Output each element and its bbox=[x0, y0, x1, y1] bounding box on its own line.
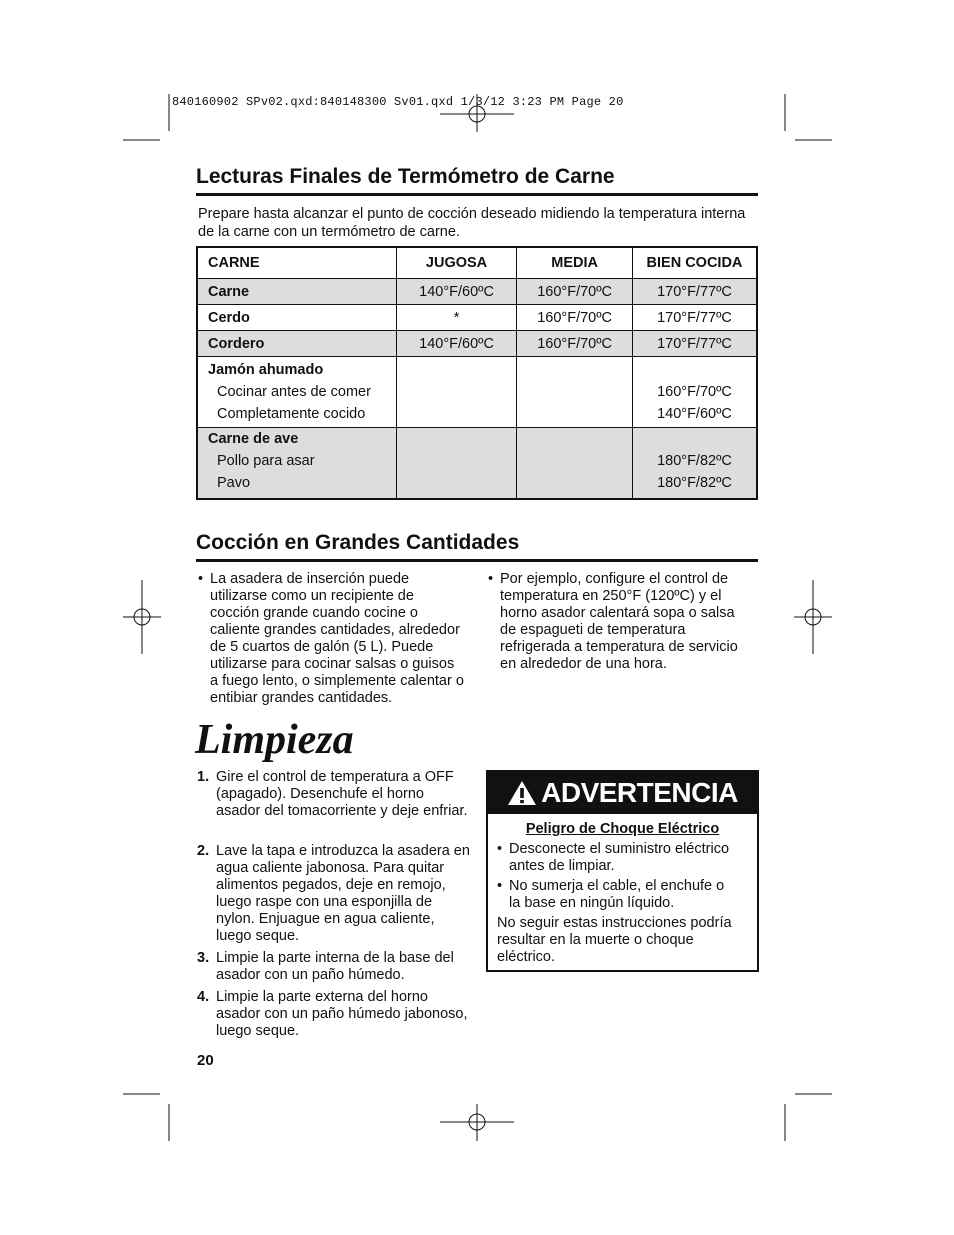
step-number: 2. bbox=[197, 843, 210, 859]
table-row-poultry bbox=[197, 428, 757, 500]
warning-title: ADVERTENCIA bbox=[541, 777, 738, 808]
bullet-mark: • bbox=[497, 841, 503, 857]
ham-temp: 160°F/70ºC bbox=[657, 384, 732, 400]
section-heading-thermometer: Lecturas Finales de Termómetro de Carne bbox=[196, 165, 758, 196]
step-number: 3. bbox=[197, 950, 210, 966]
cell-media: 160°F/70ºC bbox=[517, 279, 633, 305]
cell-jugosa bbox=[396, 357, 517, 428]
registration-mark-right bbox=[794, 580, 832, 654]
ham-temp: 140°F/60ºC bbox=[657, 406, 732, 422]
col-header-bien-cocida: BIEN COCIDA bbox=[632, 247, 757, 279]
ham-sub-label: Cocinar antes de comer bbox=[217, 384, 371, 400]
table-row bbox=[197, 279, 757, 305]
row-label-poultry bbox=[197, 428, 396, 500]
bullet-left bbox=[198, 571, 466, 707]
cell-bien-cocida: 170°F/77ºC bbox=[632, 279, 757, 305]
registration-mark-bottom bbox=[440, 1104, 514, 1141]
poultry-temp: 180°F/82ºC bbox=[657, 475, 732, 491]
warning-triangle-icon bbox=[507, 780, 537, 806]
warning-subtitle: Peligro de Choque Eléctrico bbox=[525, 821, 720, 837]
cell-jugosa: 140°F/60ºC bbox=[396, 279, 517, 305]
table-row bbox=[197, 331, 757, 357]
step-item bbox=[197, 769, 472, 820]
row-label: Cerdo bbox=[197, 305, 396, 331]
ham-sub-label: Completamente cocido bbox=[217, 406, 366, 422]
step-number: 4. bbox=[197, 989, 210, 1005]
cell-bien-cocida bbox=[632, 428, 757, 500]
poultry-sub-label: Pavo bbox=[217, 475, 251, 491]
page-number: 20 bbox=[197, 1052, 214, 1069]
table-row bbox=[197, 305, 757, 331]
cell-bien-cocida bbox=[632, 357, 757, 428]
bullet-right bbox=[488, 571, 750, 673]
poultry-label: Carne de ave bbox=[208, 431, 299, 447]
warning-header bbox=[488, 772, 757, 814]
col-header-media: MEDIA bbox=[517, 247, 633, 279]
bullet-text: Por ejemplo, configure el control de temperatura en 250°F (120ºC) y el horno asador calentará sopa o salsa de espagueti de temperatura refrigerada a temperatura de servicio en alrededor de una hora. bbox=[500, 571, 738, 672]
file-slug: 840160902 SPv02.qxd:840148300 Sv01.qxd 1/3/12 3:23 PM Page 20 bbox=[172, 95, 624, 109]
cell-jugosa: * bbox=[396, 305, 517, 331]
poultry-temp: 180°F/82ºC bbox=[657, 453, 732, 469]
col-header-carne: CARNE bbox=[197, 247, 396, 279]
warning-box bbox=[486, 770, 759, 972]
registration-mark-left bbox=[123, 580, 161, 654]
section-heading-large-quantities: Cocción en Grandes Cantidades bbox=[196, 531, 758, 562]
col-header-jugosa: JUGOSA bbox=[396, 247, 517, 279]
cell-jugosa: 140°F/60ºC bbox=[396, 331, 517, 357]
intro-paragraph: Prepare hasta alcanzar el punto de cocción deseado midiendo la temperatura interna de la carne con un termómetro de carne. bbox=[198, 206, 746, 240]
cell-media: 160°F/70ºC bbox=[517, 305, 633, 331]
step-text: Gire el control de temperatura a OFF (apagado). Desenchufe el horno asador del tomacorriente y deje enfriar. bbox=[216, 769, 468, 819]
step-text: Limpie la parte interna de la base del asador con un paño húmedo. bbox=[216, 950, 454, 983]
bullet-mark: • bbox=[488, 571, 494, 587]
step-item bbox=[197, 950, 472, 984]
step-text: Limpie la parte externa del horno asador con un paño húmedo jabonoso, luego seque. bbox=[216, 989, 468, 1039]
row-label: Carne bbox=[197, 279, 396, 305]
table-row-ham bbox=[197, 357, 757, 428]
warning-footer: No seguir estas instrucciones podría resultar en la muerte o choque eléctrico. bbox=[497, 915, 732, 965]
warning-bullet bbox=[497, 841, 737, 875]
step-item bbox=[197, 843, 472, 945]
warning-bullet-text: Desconecte el suministro eléctrico antes de limpiar. bbox=[509, 841, 730, 874]
bullet-mark: • bbox=[198, 571, 204, 587]
step-text: Lave la tapa e introduzca la asadera en agua caliente jabonosa. Para quitar alimentos pegados, deje en remojo, luego raspe con una esponjilla de nylon. Enjuague en agua caliente, luego seque. bbox=[216, 843, 470, 944]
bullet-text: La asadera de inserción puede utilizarse como un recipiente de cocción grande cuando cocine o caliente grandes cantidades, alrededor de 5 cuartos de galón (5 L). Puede utilizarse para cocinar salsas o guisos a fuego lento, o simplemente calentar o entibiar grandes cantidades. bbox=[210, 571, 464, 706]
row-label-ham bbox=[197, 357, 396, 428]
cell-bien-cocida: 170°F/77ºC bbox=[632, 305, 757, 331]
cleaning-title: Limpieza bbox=[195, 717, 354, 763]
warning-bullet bbox=[497, 878, 737, 912]
temperature-table bbox=[196, 246, 758, 500]
bullet-mark: • bbox=[497, 878, 503, 894]
step-number: 1. bbox=[197, 769, 210, 785]
cell-jugosa bbox=[396, 428, 517, 500]
cell-bien-cocida: 170°F/77ºC bbox=[632, 331, 757, 357]
step-item bbox=[197, 989, 472, 1040]
poultry-sub-label: Pollo para asar bbox=[217, 453, 315, 469]
table-header-row bbox=[197, 247, 757, 279]
cell-media: 160°F/70ºC bbox=[517, 331, 633, 357]
cell-media bbox=[517, 428, 633, 500]
ham-label: Jamón ahumado bbox=[208, 362, 324, 378]
cell-media bbox=[517, 357, 633, 428]
row-label: Cordero bbox=[197, 331, 396, 357]
warning-bullet-text: No sumerja el cable, el enchufe o la base en ningún líquido. bbox=[509, 878, 725, 911]
